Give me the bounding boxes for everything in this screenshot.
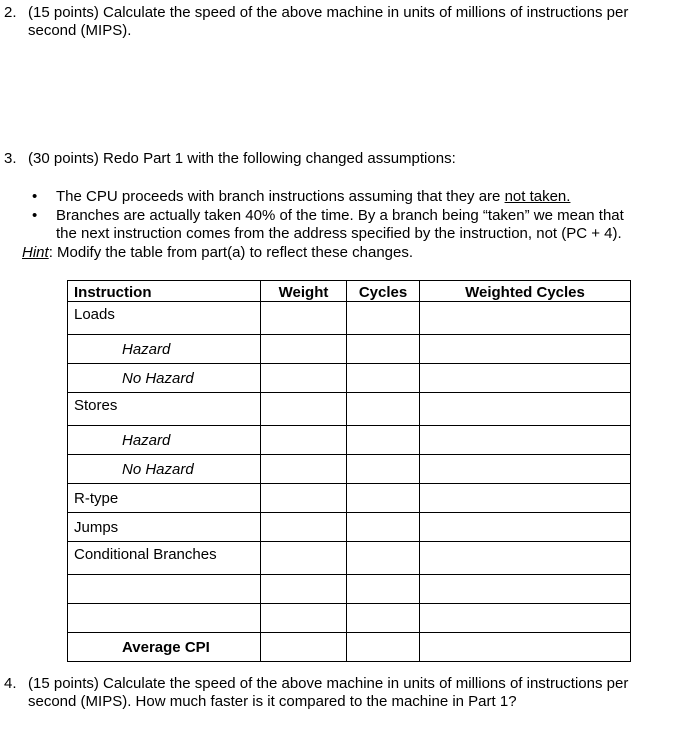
table-row	[68, 575, 631, 604]
table-row-average-cpi	[68, 633, 631, 662]
row-label: Jumps	[68, 513, 261, 542]
weighted-cycles-cell[interactable]	[420, 633, 631, 662]
column-header-weight: Weight	[261, 281, 347, 302]
table-row	[68, 513, 631, 542]
cycles-cell[interactable]	[347, 484, 420, 513]
cycles-cell[interactable]	[347, 633, 420, 662]
weighted-cycles-cell[interactable]	[420, 364, 631, 393]
weight-cell[interactable]	[261, 513, 347, 542]
cycles-cell[interactable]	[347, 364, 420, 393]
weight-cell[interactable]	[261, 364, 347, 393]
weight-cell[interactable]	[261, 542, 347, 575]
question-4-number: 4.	[4, 675, 17, 692]
cycles-cell[interactable]	[347, 426, 420, 455]
table-row	[68, 335, 631, 364]
weighted-cycles-cell[interactable]	[420, 575, 631, 604]
weighted-cycles-cell[interactable]	[420, 335, 631, 364]
weight-cell[interactable]	[261, 575, 347, 604]
row-label: Loads	[68, 302, 261, 335]
weighted-cycles-cell[interactable]	[420, 426, 631, 455]
cpi-table	[67, 280, 631, 662]
column-header-instruction: Instruction	[68, 281, 261, 302]
question-3-number: 3.	[4, 150, 17, 167]
row-label: Conditional Branches	[68, 542, 261, 575]
hint-label: Hint	[22, 244, 49, 261]
table-row	[68, 302, 631, 335]
bullet-1-underlined: not taken.	[504, 188, 571, 205]
bullet-icon: •	[32, 188, 38, 205]
weighted-cycles-cell[interactable]	[420, 542, 631, 575]
question-4-line1: (15 points) Calculate the speed of the above machine in units of millions of instructions per	[28, 675, 629, 692]
weighted-cycles-cell[interactable]	[420, 302, 631, 335]
weight-cell[interactable]	[261, 604, 347, 633]
row-label: Hazard	[68, 426, 261, 455]
column-header-weighted-cycles: Weighted Cycles	[420, 281, 631, 302]
cycles-cell[interactable]	[347, 542, 420, 575]
row-label: R-type	[68, 484, 261, 513]
question-2	[4, 4, 674, 40]
weight-cell[interactable]	[261, 455, 347, 484]
table-row	[68, 542, 631, 575]
row-label: No Hazard	[68, 364, 261, 393]
question-2-number: 2.	[4, 4, 17, 21]
weighted-cycles-cell[interactable]	[420, 604, 631, 633]
list-item	[32, 207, 672, 244]
table-row	[68, 604, 631, 633]
weighted-cycles-cell[interactable]	[420, 513, 631, 542]
weighted-cycles-cell[interactable]	[420, 455, 631, 484]
cycles-cell[interactable]	[347, 455, 420, 484]
weight-cell[interactable]	[261, 426, 347, 455]
table-header-row	[68, 281, 631, 302]
average-cpi-label: Average CPI	[68, 633, 261, 662]
table-row	[68, 364, 631, 393]
weight-cell[interactable]	[261, 633, 347, 662]
list-item	[32, 188, 672, 207]
assumption-list	[32, 188, 672, 244]
cycles-cell[interactable]	[347, 604, 420, 633]
weight-cell[interactable]	[261, 335, 347, 364]
row-label: Stores	[68, 393, 261, 426]
table-row	[68, 455, 631, 484]
table-row	[68, 426, 631, 455]
row-label: Hazard	[68, 335, 261, 364]
bullet-2-line2: the next instruction comes from the address specified by the instruction, not (PC + 4).	[56, 225, 622, 242]
table-row	[68, 484, 631, 513]
weight-cell[interactable]	[261, 393, 347, 426]
table-row	[68, 393, 631, 426]
question-3-text: (30 points) Redo Part 1 with the following changed assumptions:	[28, 150, 456, 167]
weight-cell[interactable]	[261, 484, 347, 513]
cycles-cell[interactable]	[347, 513, 420, 542]
row-label[interactable]	[68, 604, 261, 633]
column-header-cycles: Cycles	[347, 281, 420, 302]
question-3	[4, 150, 674, 168]
question-4	[4, 675, 674, 711]
weighted-cycles-cell[interactable]	[420, 393, 631, 426]
weighted-cycles-cell[interactable]	[420, 484, 631, 513]
bullet-1-text: The CPU proceeds with branch instructions assuming that they are	[56, 188, 505, 205]
row-label: No Hazard	[68, 455, 261, 484]
cycles-cell[interactable]	[347, 302, 420, 335]
hint	[22, 244, 413, 262]
bullet-2-line1: Branches are actually taken 40% of the time. By a branch being “taken” we mean that	[56, 206, 624, 224]
cycles-cell[interactable]	[347, 393, 420, 426]
hint-text: : Modify the table from part(a) to reflect these changes.	[48, 244, 414, 261]
row-label[interactable]	[68, 575, 261, 604]
bullet-icon: •	[32, 206, 38, 224]
question-2-line2: second (MIPS).	[28, 22, 132, 39]
question-4-line2: second (MIPS). How much faster is it compared to the machine in Part 1?	[28, 693, 517, 710]
question-2-line1: (15 points) Calculate the speed of the above machine in units of millions of instructions per	[28, 4, 629, 21]
weight-cell[interactable]	[261, 302, 347, 335]
cycles-cell[interactable]	[347, 335, 420, 364]
cycles-cell[interactable]	[347, 575, 420, 604]
